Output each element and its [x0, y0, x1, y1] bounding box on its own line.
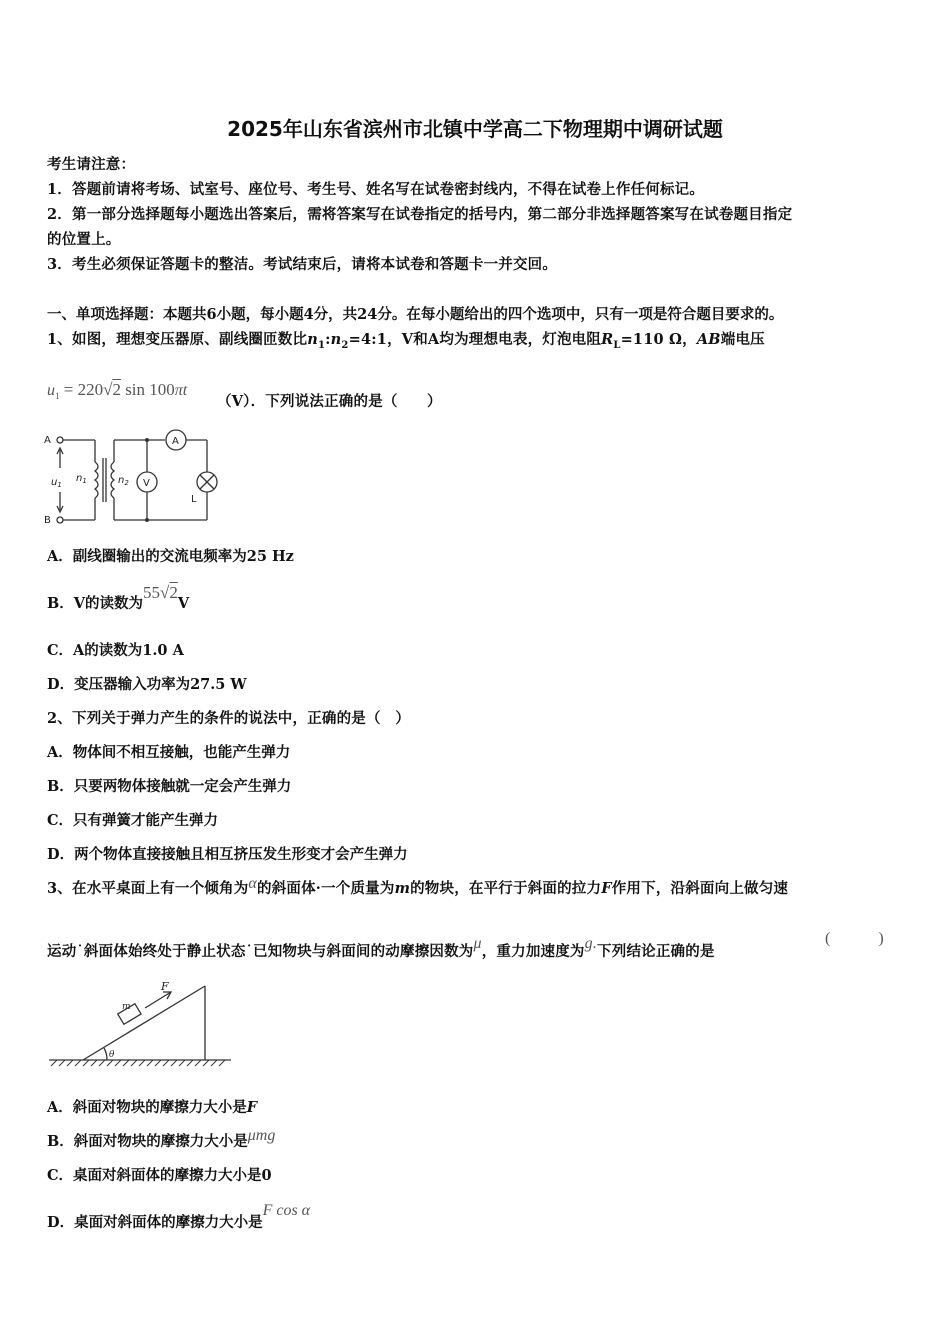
q1-stem-end: （V）．下列说法正确的是（ ）	[217, 393, 442, 410]
force-arrow	[145, 992, 171, 1008]
q3-option-c: C．桌面对斜面体的摩擦力大小是0	[47, 1167, 272, 1184]
label-n2: $n_2$	[118, 475, 129, 487]
q3-answer-paren: ( )	[825, 930, 884, 947]
notice-item: 的位置上。	[47, 231, 121, 248]
q1-stem: 1、如图，理想变压器原、副线圈匝数比$n_1:n_2=4:1$，V和A均为理想电表，灯泡电阻$R_L=110$ Ω，AB端电压	[47, 331, 765, 351]
q3-stem-line2: 运动˙斜面体始终处于静止状态˙已知物块与斜面间的动摩擦因数为μ，重力加速度为g.下列结论正确的是	[47, 935, 715, 960]
q2-option-b: B．只要两物体接触就一定会产生弹力	[47, 778, 292, 795]
q2-stem: 2、下列关于弹力产生的条件的说法中，正确的是（ ）	[47, 710, 411, 727]
terminal-b	[57, 517, 63, 523]
q2-option-d: D．两个物体直接接触且相互挤压发生形变才会产生弹力	[47, 846, 408, 863]
q1-option-b: B．V的读数为55√2V	[47, 583, 190, 612]
label-n1: $n_1$	[76, 473, 87, 485]
label-u1: $u_1$	[51, 477, 62, 489]
q3-option-a: A．斜面对物块的摩擦力大小是F	[47, 1099, 258, 1116]
secondary-coil	[111, 462, 114, 498]
q2-option-c: C．只有弹簧才能产生弹力	[47, 812, 219, 829]
incline-diagram	[45, 978, 235, 1070]
label-mass: m	[122, 1002, 131, 1012]
terminal-a	[57, 437, 63, 443]
q2-option-a: A．物体间不相互接触，也能产生弹力	[47, 744, 291, 761]
label-force: F	[161, 980, 169, 993]
label-angle: θ	[109, 1050, 115, 1060]
q1-formula: $u_1 = 220√2$ sin 100πt	[47, 380, 188, 402]
label-ammeter: A	[172, 436, 179, 447]
notice-item: 2．第一部分选择题每小题选出答案后，需将答案写在试卷指定的括号内，第二部分非选择题答案写在试卷题目指定	[47, 206, 793, 223]
label-a: A	[44, 435, 51, 446]
q1-option-c: C．A的读数为1.0 A	[47, 642, 184, 659]
q3-option-b: B．斜面对物块的摩擦力大小是μmg	[47, 1127, 276, 1150]
q3-stem-line1: 3、在水平桌面上有一个倾角为α的斜面体·一个质量为m的物块，在平行于斜面的拉力F作用下，沿斜面向上做匀速	[47, 875, 789, 897]
label-b: B	[44, 515, 51, 526]
incline-hypotenuse	[83, 986, 205, 1060]
q1-option-d: D．变压器输入功率为27.5 W	[47, 676, 247, 693]
transformer-circuit-diagram	[40, 428, 230, 528]
notice-item: 3．考生必须保证答题卡的整洁。考试结束后，请将本试卷和答题卡一并交回。	[47, 256, 558, 273]
label-voltmeter: V	[143, 478, 150, 489]
angle-arc	[104, 1048, 107, 1060]
q3-option-d: D．桌面对斜面体的摩擦力大小是F cos α	[47, 1202, 311, 1231]
section-heading: 一、单项选择题：本题共6小题，每小题4分，共24分。在每小题给出的四个选项中，只有一项是符合题目要求的。	[47, 306, 784, 323]
primary-coil	[95, 462, 98, 498]
notice-heading: 考生请注意：	[47, 156, 136, 173]
label-lamp: L	[191, 494, 197, 505]
page-title: 2025年山东省滨州市北镇中学高二下物理期中调研试题	[227, 117, 723, 141]
q1-option-a: A．副线圈输出的交流电频率为25 Hz	[47, 548, 294, 565]
notice-item: 1．答题前请将考场、试室号、座位号、考生号、姓名写在试卷密封线内，不得在试卷上作任何标记。	[47, 181, 705, 198]
